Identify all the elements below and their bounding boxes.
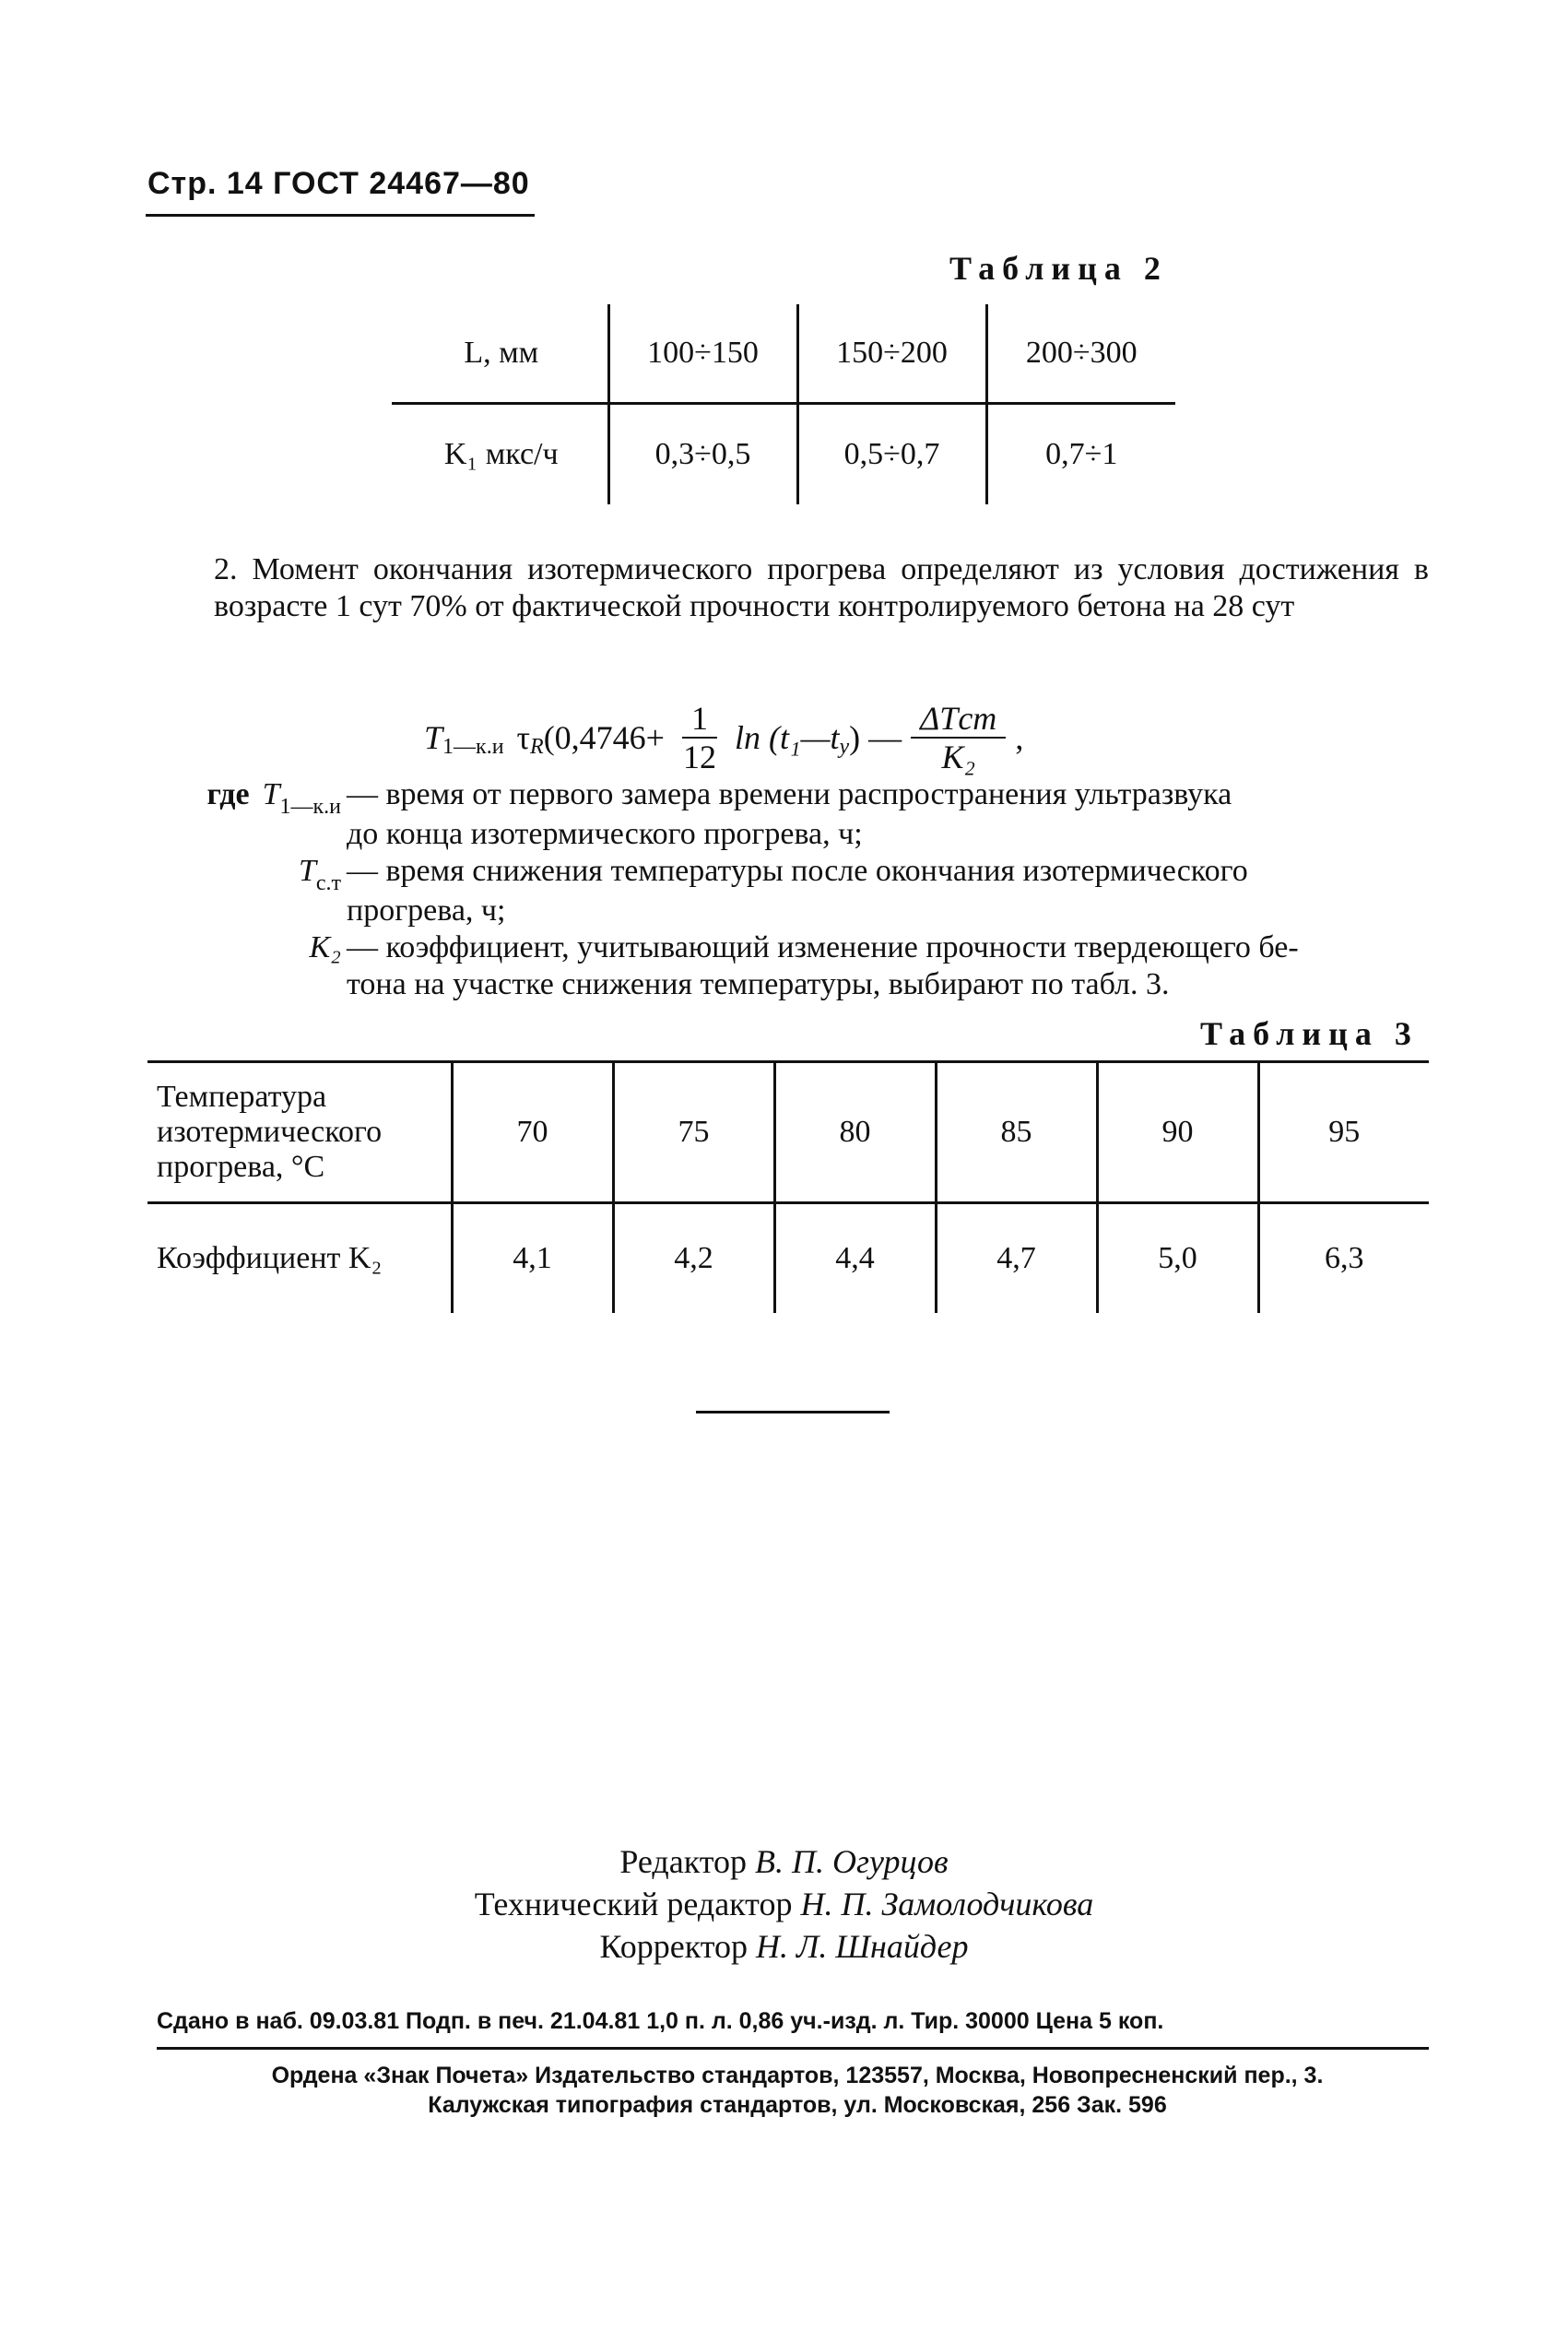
- table3-row1-label: Температура изотермического прогрева, °С: [147, 1062, 452, 1203]
- def-text-cont: тона на участке снижения температуры, выбирают по табл. 3.: [347, 967, 1170, 1001]
- standard-number: ГОСТ 24467—80: [273, 166, 530, 201]
- table-cell: 80: [774, 1062, 936, 1203]
- table-cell: 4,4: [774, 1203, 936, 1314]
- formula-close: ) —: [849, 719, 902, 756]
- credit-proofreader: [0, 1925, 1568, 1968]
- credit-editor: [0, 1840, 1568, 1883]
- definitions: [147, 776, 1429, 1003]
- def-symbol-sub: 1—к.и: [279, 795, 341, 819]
- def-text: — время снижения температуры после окончания изотермического: [347, 854, 1248, 888]
- def-symbol: T: [262, 777, 280, 811]
- table3-caption: Таблица 3: [1200, 1015, 1419, 1052]
- imprint-block: [157, 2061, 1438, 2120]
- table-row: [392, 304, 1175, 404]
- imprint-line-3: Калужская типография стандартов, ул. Московская, 256 Зак. 596: [428, 2092, 1167, 2118]
- table-cell: 6,3: [1258, 1203, 1429, 1314]
- formula-tau-sub: R: [530, 734, 544, 759]
- fraction-denominator: 12: [682, 739, 716, 775]
- formula-lhs: T: [424, 719, 443, 756]
- table-cell: 0,7÷1: [986, 404, 1175, 505]
- table-cell: 0,5÷0,7: [797, 404, 986, 505]
- def-text: — коэффициент, учитывающий изменение прочности твердеющего бе-: [347, 930, 1299, 964]
- credit-role: Корректор: [599, 1928, 749, 1965]
- page-header: [147, 166, 530, 202]
- credits: [0, 1840, 1568, 1968]
- table-cell: 4,2: [613, 1203, 774, 1314]
- formula: [424, 701, 1023, 775]
- definition-item: [147, 929, 1429, 966]
- formula-ln: ln (t₁—t: [734, 719, 840, 756]
- table3: [147, 1060, 1429, 1313]
- table2-row1-label: L, мм: [392, 304, 608, 404]
- paragraph-2: [147, 551, 1429, 625]
- table-row: [147, 1062, 1429, 1203]
- credit-name: Н. Л. Шнайдер: [756, 1928, 969, 1965]
- fraction2-numerator: ΔTст: [911, 700, 1006, 739]
- table-cell: 150÷200: [797, 304, 986, 404]
- formula-tail: ,: [1015, 719, 1024, 756]
- table-cell: 90: [1097, 1062, 1258, 1203]
- def-text: — время от первого замера времени распространения ультразвука: [347, 777, 1232, 811]
- table-cell: 100÷150: [608, 304, 797, 404]
- table2-caption: Таблица 2: [949, 250, 1168, 287]
- table-cell: 70: [452, 1062, 613, 1203]
- fraction-numerator: 1: [682, 700, 717, 739]
- table-cell: 200÷300: [986, 304, 1175, 404]
- table-row: [147, 1203, 1429, 1314]
- def-symbol-sub: с.т: [315, 871, 341, 895]
- credit-name: В. П. Огурцов: [755, 1843, 949, 1880]
- def-symbol: K₂: [309, 930, 341, 964]
- table-cell: 75: [613, 1062, 774, 1203]
- definition-item: [147, 853, 1429, 893]
- table-cell: 95: [1258, 1062, 1429, 1203]
- credit-name: Н. П. Замолодчикова: [800, 1886, 1094, 1922]
- formula-open: (0,4746+: [543, 719, 665, 756]
- credit-role: Технический редактор: [474, 1886, 793, 1922]
- page-label: Стр. 14: [147, 166, 264, 201]
- formula-tau: τ: [516, 719, 531, 756]
- credit-tech-editor: [0, 1883, 1568, 1925]
- where-word: где: [206, 777, 250, 811]
- formula-fraction-2: [911, 700, 1006, 775]
- formula-ln-sub: у: [839, 734, 850, 759]
- table-cell: 4,7: [936, 1203, 1097, 1314]
- imprint-divider: [157, 2047, 1429, 2050]
- table-cell: 4,1: [452, 1203, 613, 1314]
- imprint-line-2: Ордена «Знак Почета» Издательство стандартов, 123557, Москва, Новопресненский пер., 3.: [271, 2063, 1324, 2088]
- table2-row2-label: K₁ мкс/ч: [443, 437, 559, 471]
- table-row: [392, 404, 1175, 505]
- header-underline: [146, 214, 535, 217]
- def-text-cont: до конца изотермического прогрева, ч;: [347, 817, 863, 851]
- table2: [392, 304, 1175, 504]
- paragraph-text: 2. Момент окончания изотермического прогрева определяют из условия достижения в возрасте 1 сут 70% от фактической прочности контролируемого бетона на 28 сут: [214, 552, 1429, 623]
- table-cell: 0,3÷0,5: [608, 404, 797, 505]
- def-text-cont: прогрева, ч;: [347, 893, 506, 928]
- formula-fraction: [674, 700, 725, 775]
- definition-item: [147, 776, 1429, 819]
- table3-row2-label: Коэффициент K₂: [157, 1241, 383, 1275]
- def-symbol: T: [298, 854, 316, 888]
- table-cell: 5,0: [1097, 1203, 1258, 1314]
- table-cell: 85: [936, 1062, 1097, 1203]
- fraction2-denominator: K₂: [941, 739, 975, 775]
- imprint-line-1: Сдано в наб. 09.03.81 Подп. в печ. 21.04.81 1,0 п. л. 0,86 уч.-изд. л. Тир. 30000 Цена 5 коп.: [157, 2008, 1164, 2034]
- formula-lhs-sub: 1—к.и: [442, 734, 504, 759]
- section-divider: [696, 1411, 890, 1413]
- credit-role: Редактор: [619, 1843, 747, 1880]
